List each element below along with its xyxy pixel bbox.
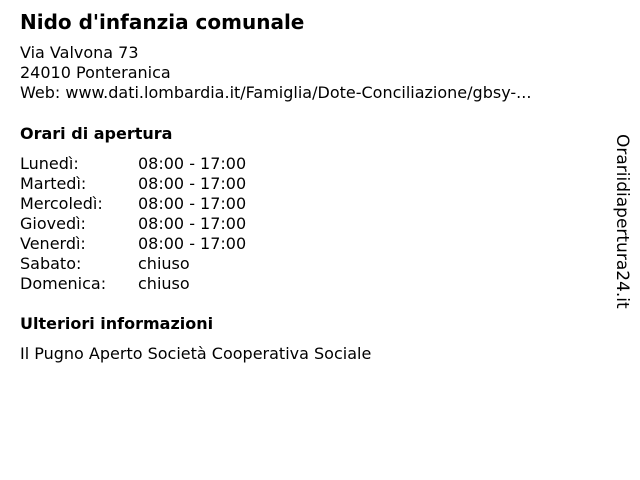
- day-label: Mercoledì:: [20, 194, 103, 213]
- day-label: Venerdì:: [20, 234, 86, 253]
- time-value: 08:00 - 17:00: [138, 194, 247, 213]
- address-street: Via Valvona 73: [20, 43, 139, 62]
- day-label: Sabato:: [20, 254, 82, 273]
- info-heading: Ulteriori informazioni: [20, 314, 214, 333]
- time-value: chiuso: [138, 254, 190, 273]
- brand-text: Orariidiapertura24.it: [612, 134, 632, 309]
- time-value: 08:00 - 17:00: [138, 154, 247, 173]
- hours-heading: Orari di apertura: [20, 124, 173, 143]
- hours-row-friday: [20, 234, 320, 254]
- web-line[interactable]: [20, 83, 531, 103]
- page-title: Nido d'infanzia comunale: [20, 10, 305, 34]
- time-value: 08:00 - 17:00: [138, 174, 247, 193]
- time-value: 08:00 - 17:00: [138, 234, 247, 253]
- hours-row-monday: [20, 154, 320, 174]
- address-city: 24010 Ponteranica: [20, 63, 171, 82]
- time-value: 08:00 - 17:00: [138, 214, 247, 233]
- day-label: Domenica:: [20, 274, 107, 293]
- hours-row-saturday: [20, 254, 320, 274]
- day-label: Giovedì:: [20, 214, 86, 233]
- opening-hours-table: [20, 154, 320, 294]
- brand-watermark: [604, 134, 640, 310]
- hours-row-tuesday: [20, 174, 320, 194]
- hours-row-sunday: [20, 274, 320, 294]
- day-label: Martedì:: [20, 174, 87, 193]
- web-link[interactable]: Web: www.dati.lombardia.it/Famiglia/Dote-Conciliazione/gbsy-...: [20, 83, 532, 102]
- time-value: chiuso: [138, 274, 190, 293]
- info-text: Il Pugno Aperto Società Cooperativa Sociale: [20, 344, 372, 363]
- hours-row-thursday: [20, 214, 320, 234]
- day-label: Lunedì:: [20, 154, 79, 173]
- hours-row-wednesday: [20, 194, 320, 214]
- address-block: [20, 43, 531, 103]
